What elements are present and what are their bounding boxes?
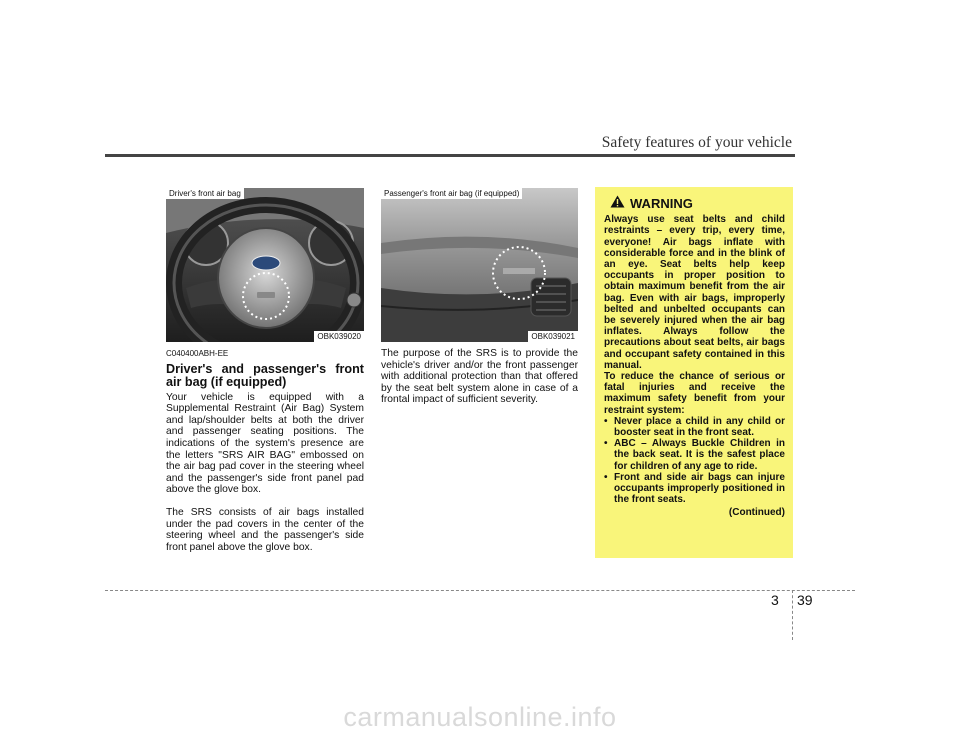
body-paragraph: The SRS consists of air bags installed under the pad covers in the center of the steering wheel and the passenger's side front panel above the glove box. — [166, 506, 364, 553]
warning-bullet: • ABC – Always Buckle Children in the back seat. It is the safest place for children of any age to ride. — [604, 438, 785, 472]
warning-bullet-list — [604, 416, 785, 506]
page-header-title: Safety features of your vehicle — [601, 134, 792, 151]
section-code: C040400ABH-EE — [166, 349, 229, 358]
body-paragraph: Your vehicle is equipped with a Supplemental Restraint (Air Bag) System and lap/shoulder belts at both the driver and passenger seating positions. The indications of the system's presence are the letters "SRS AIR BAG" embossed on the air bag pad cover in the steering wheel and the passenger's side front panel pad above the glove box. — [166, 391, 364, 496]
warning-paragraph: To reduce the chance of serious or fatal injuries and receive the maximum safety benefit from your restraint system: — [604, 371, 785, 416]
dashboard-illustration — [381, 188, 578, 342]
figure-code: OBK039020 — [314, 331, 364, 342]
warning-triangle-icon — [610, 195, 625, 211]
figure-caption: Driver's front air bag — [166, 188, 244, 199]
warning-box — [595, 187, 793, 558]
footer-rule — [105, 590, 855, 591]
continued-label: (Continued) — [728, 507, 785, 519]
warning-header — [610, 195, 785, 211]
figure-caption: Passenger's front air bag (if equipped) — [381, 188, 522, 199]
warning-bullet: • Front and side air bags can injure occupants improperly positioned in the front seats. — [604, 472, 785, 506]
warning-title: WARNING — [630, 195, 693, 211]
passenger-airbag-figure — [381, 188, 578, 342]
warning-paragraph: Always use seat belts and child restraints – every trip, every time, everyone! Air bags inflate with considerable force and in the blink of an eye. Seat belts help keep occupants in proper position to obtain maximum benefit from the air bag. Even with air bags, improperly belted and unbelted occupants can be severely injured when the air bag inflates. Always follow the precautions about seat belts, air bags and occupant safety contained in this manual. — [604, 214, 785, 371]
watermark: carmanualsonline.info — [343, 702, 617, 732]
footer-divider — [792, 590, 793, 640]
figure-code: OBK039021 — [528, 331, 578, 342]
section-heading: Driver's and passenger's front air bag (if equipped) — [166, 361, 364, 389]
middle-text-column — [381, 348, 578, 417]
steering-wheel-illustration — [166, 188, 364, 342]
body-paragraph: The purpose of the SRS is to provide the vehicle's driver and/or the front passenger with additional protection than that offered by the seat belt system alone in case of a frontal impact of sufficient severity. — [381, 348, 578, 406]
chapter-number: 3 — [771, 592, 779, 608]
warning-bullet: • Never place a child in any child or booster seat in the front seat. — [604, 416, 785, 438]
header-rule — [105, 154, 795, 157]
driver-airbag-figure — [166, 188, 364, 342]
page-number: 39 — [797, 592, 813, 608]
left-text-column — [166, 348, 364, 564]
